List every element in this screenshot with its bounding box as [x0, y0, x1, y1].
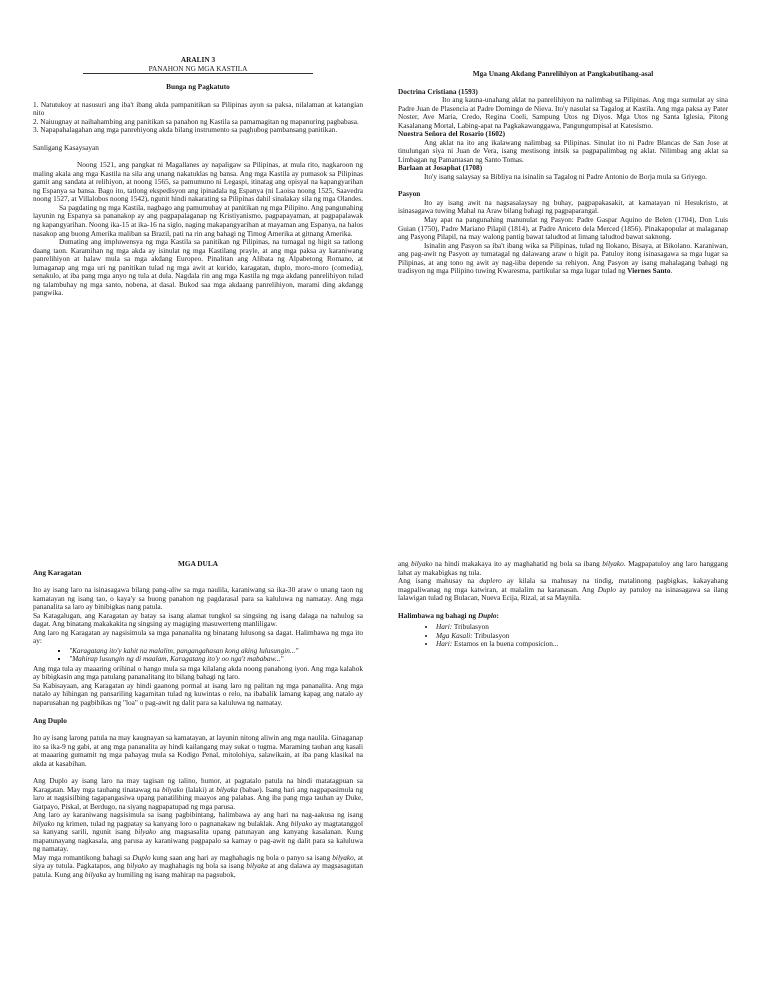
duplo-paragraph: Ang laro ay karaniwang nagsisimula sa isang pagbibintang, halimbawa ay ang hari na nag-aakusa ng isang bilyako ng krimen, tulad ng pagpatay sa kanyang loro o pagnanakaw ng bulaklak. Ang bilyako ay magtatanggol sa kanyang sarili, ngunit isang bilyako ang magsasalita upang patunayan ang kanyang kasalanan. Kung mapatunayang nagkasala, ang parusa ay karaniwang pagpapalo sa kamay o pag-awit ng dalit para sa kaluluwa ng namatay. [33, 810, 363, 854]
pasyon-paragraph: Ito ay isang awit na nagsasalaysay ng buhay, pagpapakasakit, at kamatayan ni Hesukristo, at isinasagawa tuwing Mahal na Araw bilang bahagi ng pagpaparangal. [398, 197, 728, 216]
dula-heading: MGA DULA [178, 559, 218, 568]
lesson-number: ARALIN 3 [180, 55, 216, 64]
work-title: Doctrina Cristiana (1593) [398, 86, 478, 96]
duplo-continued [398, 560, 728, 650]
pasyon-paragraph: May apat na pangunahing manunulat ng Pasyon: Padre Gaspar Aquino de Belen (1704), Don Luis Guian (1750), Padre Mariano Pilapil (1814), at Padre Aniceto dela Merced (1856). Pinakapopular at malaganap ang Pasyong Pilapil, na may walong pantig bawat taludtod at limang taludtod bawat saknong. [398, 214, 728, 242]
dula-section [33, 560, 363, 880]
karagatan-paragraph: Ito ay isang laro na isinasagawa bilang pang-aliw sa mga naulila, karaniwang sa ika-30 araw o unang taon ng kamatayan ng isang tao, o kaya'y sa buong panahon ng pagdarasal para sa kaluluwa ng namatay. Ang mga pananalita sa laro ay binibigkas nang patula. [33, 585, 363, 612]
viernes-santo-emphasis: Viernes Santo [627, 266, 671, 276]
karagatan-example: ▪ "Karagatang ito'y kahit na malalim, pangangahasan kong aking lulusungin..." [69, 647, 363, 656]
work-body: Ito'y isang salaysay sa Bibliya na isinalin sa Tagalog ni Padre Antonio de Borja mula sa Griyego. [424, 171, 707, 181]
duplo-example-line: • Mga Kasali: Tribulasyon [436, 632, 728, 641]
aralin-section [33, 56, 363, 298]
karagatan-heading: Ang Karagatan [33, 567, 82, 577]
background-heading: Sanligang Kasaysayan [33, 142, 99, 152]
work-body: Ang aklat na ito ang ikalawang nalimbag sa Pilipinas. Sinulat ito ni Padre Blancas de San Jose at tinulungan siya ni Juan de Vera, isang mestisong intsik sa pagpapalimbag ng aklat. Nilimbag ang aklat sa Limbagan ng Pamantasan ng Santo Tomas. [398, 137, 728, 164]
background-paragraph: Dumating ang impluwensya ng mga Kastila sa panitikan ng Pilipinas, na tumagal ng higit sa tatlong daang taon. Karamihan ng mga akda ay isinulat ng mga Kastilang prayle, at ang mga paksa ay karaniwang panrelihiyon at halaw mula sa mga akdang Europeo. Pinalitan ang Alibata ng Alpabetong Romano, at lumaganap ang mga uri ng panitikan tulad ng mga awit at kurido, karagatan, duplo, moro-moro (comedia), senakulo, at iba pang mga anyo ng tula at dula. Nagdala rin ang mga Kastila ng mga akdang panrelihiyon tulad ng talambuhay ng mga santo, nobena, at dasal. Bukod saa mga akdaang panrelihiyon, marami ding akdangg pangwika. [33, 237, 363, 298]
duplo-paragraph: Ang Duplo ay isang laro na may tagisan ng talino, humor, at pagtatalo patula na hindi matatagpuan sa Karagatan. May mga tauhang tinatawag na bilyako (lalaki) at bilyaka (babae). Isang hari ang nagpapasimula ng laro at nagsisilbing tagapangasiwa upang panatilihing maayos ang palabas. Ang iba pang mga tauhan ay Duke, Gatpayo, Piskal, at Berdugo, na siyang nagpapatupad ng mga parusa. [33, 776, 363, 811]
duplo-paragraph: May mga romantikong bahagi sa Duplo kung saan ang hari ay maghahagis ng bola o panyo sa isang bilyako, at siya ay tutula. Pagkatapos, ang bilyako ay maghahagis ng bola sa isang bilyaka at ang dalawa ay magsasagutan patula. Kung ang bilyaka ay humiling ng isang mahirap na pagsubok, [33, 852, 363, 879]
duplo-example-list [398, 623, 728, 649]
duplo-paragraph: Ito ay isang larong patula na may kaugnayan sa kamatayan, at layunin nitong aliwin ang mga naulila. Ginaganap ito sa ika-9 ng gabi, at ang mga pananalita ay hindi kailangang may sukat o tugma. Maraming tauhan ang kasali at maaaring gumamit ng mga pahayag mula sa Kodigo Penal, mitolohiya, salawikain, at iba pang klasikal na akda at kasabihan. [33, 733, 363, 768]
objective-item: 3. Napapahalagahan ang mga panrehiyong akda bilang instrumento sa paghubog pambansang panitikan. [33, 125, 338, 135]
lesson-title: PANAHON NG MGA KASTILA [148, 63, 248, 73]
pasyon-heading: Pasyon [398, 189, 421, 199]
background-paragraph: Sa pagdating ng mga Kastila, nagbago ang pamumuhay at panitikan ng mga Pilipino. Ang pangunahing layunin ng Espanya sa pananakop ay ang pagpapalaganap ng Kristiyanismo, pagpapayaman, at pagpapalawak ng kapangyarihan. Noong ika-15 at ika-16 na siglo, naging makapangyarihan at mayaman ang Espanya, na halos nasakop ang buong Amerika maliban sa Brazil, pati na rin ang bahagi ng Timog Amerika at gitnang Amerika. [33, 202, 363, 238]
work-title: Nuestra Señora del Rosario (1602) [398, 129, 506, 139]
objective-item: 1. Natutukoy at nasusuri ang iba't ibang akda pampanitikan sa Pilipinas ayon sa paksa, nilalaman at katangian nito [33, 99, 363, 118]
work-body: Ito ang kauna-unahang aklat na panrelihiyon na nalimbag sa Pilipinas. Ang mga sumulat ay sina Padre Juan de Plasencia at Padre Domingo de Nieva. Ito'y nasulat sa Tagalog at Kastila. Ang mga paksa ay Pater Noster, Ave Maria, Credo, Regina Coeli, Sampung Utos ng Diyos. Mga Utos ng Santa Iglesia, Pitong Kasalanang Mortal, Labing-apat na Pagkakawanggawa, Pangungumpisal at Katesismo. [398, 95, 728, 130]
duplo-example-line: • Hari: Tribulasyon [436, 623, 728, 632]
works-heading: Mga Unang Akdang Panrelihiyon at Pangkabutihang-asal [472, 69, 654, 78]
duplo-paragraph: Ang isang mahusay na duplero ay kilala sa mahusay na tindig, matalinong pagbigkas, kakayahang magpaliwanag ng mga katwiran, at malalim na karanasan. Ang Duplo ay patuloy na isinasagawa sa ilang lalawigan tulad ng Bulacan, Nueva Ecija, Rizal, at sa Maynila. [398, 576, 729, 603]
works-section [398, 70, 728, 276]
karagatan-paragraph: Sa Katagalugan, ang Karagatan ay batay sa isang alamat tungkol sa singsing ng isang dalaga na nahulog sa dagat. Ang binatang makakakita ng singsing ay magiging masuwerteng manliligaw. [33, 610, 363, 629]
pasyon-paragraph: Isinalin ang Pasyon sa iba't ibang wika sa Pilipinas, tulad ng Ilokano, Bisaya, at Bikolano. Karaniwan, ang pag-awit ng Pasyon ay tumatagal ng dalawang araw o higit pa. Patuloy itong isinasagawa sa mga lugar sa Pilipinas, at ang tono ng awit ay nag-iiba depende sa rehiyon. Ang Pasyon ay isang mahalagang bahagi ng tradisyon ng mga Pilipino tuwing Kwaresma, partikular sa mga lugar tulad ng Viernes Santo. [398, 240, 728, 276]
karagatan-example: ▪ "Mahirap lusungin ng di maalam, Karagatang ito'y oo nga't mababaw..." [69, 655, 363, 664]
work-title: Barlaan at Josaphat (1708) [398, 163, 483, 173]
duplo-example-heading: Halimbawa ng bahagi ng Duplo: [398, 610, 499, 620]
objective-item: 2. Naiuugnay at naihahambing ang panitikan sa panahon ng Kastila sa pamamagitan ng mapanuring pagbabasa. [33, 116, 359, 126]
karagatan-paragraph: Ang mga tula ay maaaring orihinal o hango mula sa mga kilalang akda noong panahong iyon. Ang mga kalahok ay bibigkasin ang mga patulang pananalitang ito bilang bahagi ng laro. [33, 663, 363, 682]
karagatan-paragraph: Ang laro ng Karagatan ay nagsisimula sa mga pananalita ng binatang lulusong sa dagat. Halimbawa ng mga ito ay: [33, 627, 363, 646]
duplo-example-line: • Hari: Estamos en la buena composicion... [436, 640, 728, 649]
objectives-heading: Bunga ng Pagkatuto [166, 82, 230, 92]
duplo-paragraph: ang bilyako na hindi makakaya ito ay maghahatid ng bola sa ibang bilyako. Magpapatuloy ang laro hanggang lahat ay makabigkas ng tula. [398, 559, 728, 577]
duplo-heading: Ang Duplo [33, 715, 67, 725]
karagatan-paragraph: Sa Kabisayaan, ang Karagatan ay hindi gaanong pormal at isang laro ng palitan ng mga pananalita. Ang mga natalo ay hihingan ng pansariling kagamitan tulad ng kuwintas o relo, na ibabalik lamang kapag ang natalo ay naparusahan ng pagbibikas ng "loa" o pag-awit ng dalit para sa kaluluwa ng namatay. [33, 680, 363, 707]
background-paragraph: Noong 1521, ang pangkat ni Magallanes ay napaligaw sa Pilipinas, at mula rito, nagkaroon ng maling akala ang mga Kastila na sila ang unang nakatuklas ng bansa. Ang mga Kastila ay pumasok sa Pilipinas gamit ang sandata at relihiyon, at noong 1565, sa pamumuno ni Legaspi, itinatag ang opisyal na kapangyarihan ng Espanya sa bansa. Bago ito, tatlong ekspedisyon ang ipinadala ng Espanya (ni Laoisa noong 1525, Saavedra noong 1527, at Villalobos noong 1542), ngunit hindi nakarating sa Pilipinas dahil sinalakay sila ng mga Olandes. [33, 160, 363, 204]
karagatan-examples [33, 647, 363, 664]
